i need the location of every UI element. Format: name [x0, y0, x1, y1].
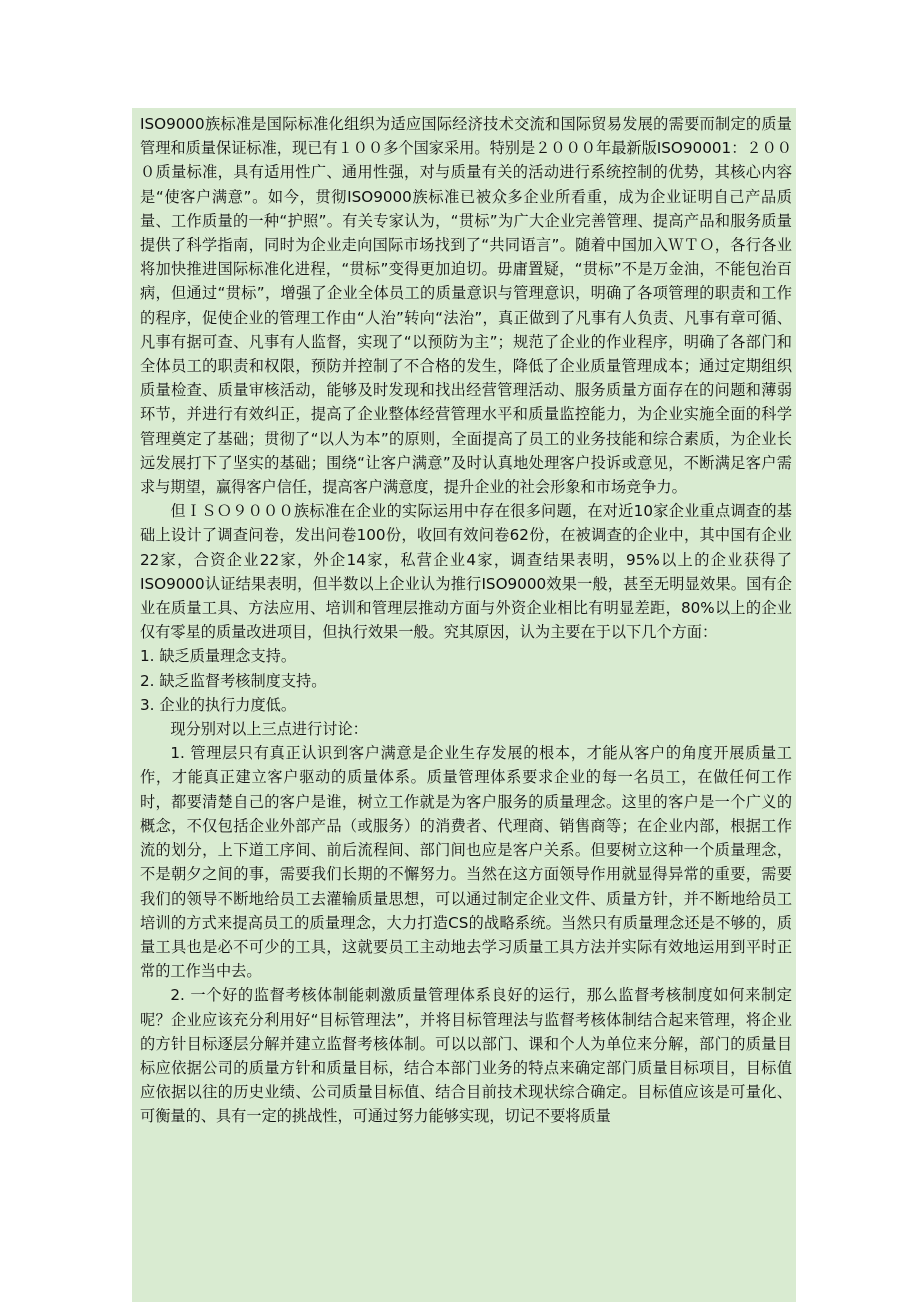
intro-paragraph: ISO9000族标准是国际标准化组织为适应国际经济技术交流和国际贸易发展的需要而制定的质量管理和质量保证标准，现已有１００多个国家采用。特别是２０００年最新版ISO90001：２０００质量标准，具有适用性广、通用性强，对与质量有关的活动进行系统控制的优势，其核心内容是“使客户满意”。如今，贯彻ISO9000族标准已被众多企业所看重，成为企业证明自己产品质量、工作质量的一种“护照”。有关专家认为，“贯标”为广大企业完善管理、提高产品和服务质量提供了科学指南，同时为企业走向国际市场找到了“共同语言”。随着中国加入ＷＴＯ，各行各业将加快推进国际标准化进程，“贯标”变得更加迫切。毋庸置疑，“贯标”不是万金油，不能包治百病，但通过“贯标”，增强了企业全体员工的质量意识与管理意识，明确了各项管理的职责和工作的程序，促使企业的管理工作由“人治”转向“法治”，真正做到了凡事有人负责、凡事有章可循、凡事有据可查、凡事有人监督，实现了“以预防为主”；规范了企业的作业程序，明确了各部门和全体员工的职责和权限，预防并控制了不合格的发生，降低了企业质量管理成本；通过定期组织质量检查、质量审核活动，能够及时发现和找出经营管理活动、服务质量方面存在的问题和薄弱环节，并进行有效纠正，提高了企业整体经营管理水平和质量监控能力，为企业实施全面的科学管理奠定了基础；贯彻了“以人为本”的原则，全面提高了员工的业务技能和综合素质，为企业长远发展打下了坚实的基础；围绕“让客户满意”及时认真地处理客户投诉或意见，不断满足客户需求与期望，赢得客户信任，提高客户满意度，提升企业的社会形象和市场竞争力。	[140, 115, 792, 497]
discussion-intro: 现分别对以上三点进行讨论：	[170, 720, 368, 739]
survey-paragraph: 但ＩＳＯ９０００族标准在企业的实际运用中存在很多问题，在对近10家企业重点调查的基础上设计了调查问卷，发出问卷100份，收回有效问卷62份，在被调查的企业中，其中国有企业22家，合资企业22家，外企14家，私营企业4家，调查结果表明，95%以上的企业获得了ISO9000认证结果表明，但半数以上企业认为推行ISO9000效果一般，甚至无明显效果。国有企业在质量工具、方法应用、培训和管理层推动方面与外资企业相比有明显差距，80%以上的企业仅有零星的质量改进项目，但执行效果一般。究其原因，认为主要在于以下几个方面：	[140, 502, 792, 642]
list-item: 2. 缺乏监督考核制度支持。	[140, 671, 327, 690]
discussion-point-2: 2. 一个好的监督考核体制能刺激质量管理体系良好的运行，那么监督考核制度如何来制定呢？企业应该充分利用好“目标管理法”，并将目标管理法与监督考核体制结合起来管理，将企业的方针目标逐层分解并建立监督考核体制。可以以部门、课和个人为单位来分解，部门的质量目标应依据公司的质量方针和质量目标，结合本部门业务的特点来确定部门质量目标项目，目标值应依据以往的历史业绩、公司质量目标值、结合目前技术现状综合确定。目标值应该是可量化、可衡量的、具有一定的挑战性，可通过努力能够实现，切记不要将质量	[140, 986, 792, 1126]
document-body	[132, 108, 796, 1302]
discussion-point-1: 1. 管理层只有真正认识到客户满意是企业生存发展的根本，才能从客户的角度开展质量工作，才能真正建立客户驱动的质量体系。质量管理体系要求企业的每一名员工，在做任何工作时，都要清楚自己的客户是谁，树立工作就是为客户服务的质量理念。这里的客户是一个广义的概念，不仅包括企业外部产品（或服务）的消费者、代理商、销售商等；在企业内部，根据工作流的划分，上下道工序间、前后流程间、部门间也应是客户关系。但要树立这种一个质量理念，不是朝夕之间的事，需要我们长期的不懈努力。当然在这方面领导作用就显得异常的重要，需要我们的领导不断地给员工去灌输质量思想，可以通过制定企业文件、质量方针，并不断地给员工培训的方式来提高员工的质量理念，大力打造CS的战略系统。当然只有质量理念还是不够的，质量工具也是必不可少的工具，这就要员工主动地去学习质量工具方法并实际有效地运用到平时正常的工作当中去。	[140, 744, 792, 981]
list-item: 1. 缺乏质量理念支持。	[140, 647, 297, 666]
list-item: 3. 企业的执行力度低。	[140, 695, 297, 714]
